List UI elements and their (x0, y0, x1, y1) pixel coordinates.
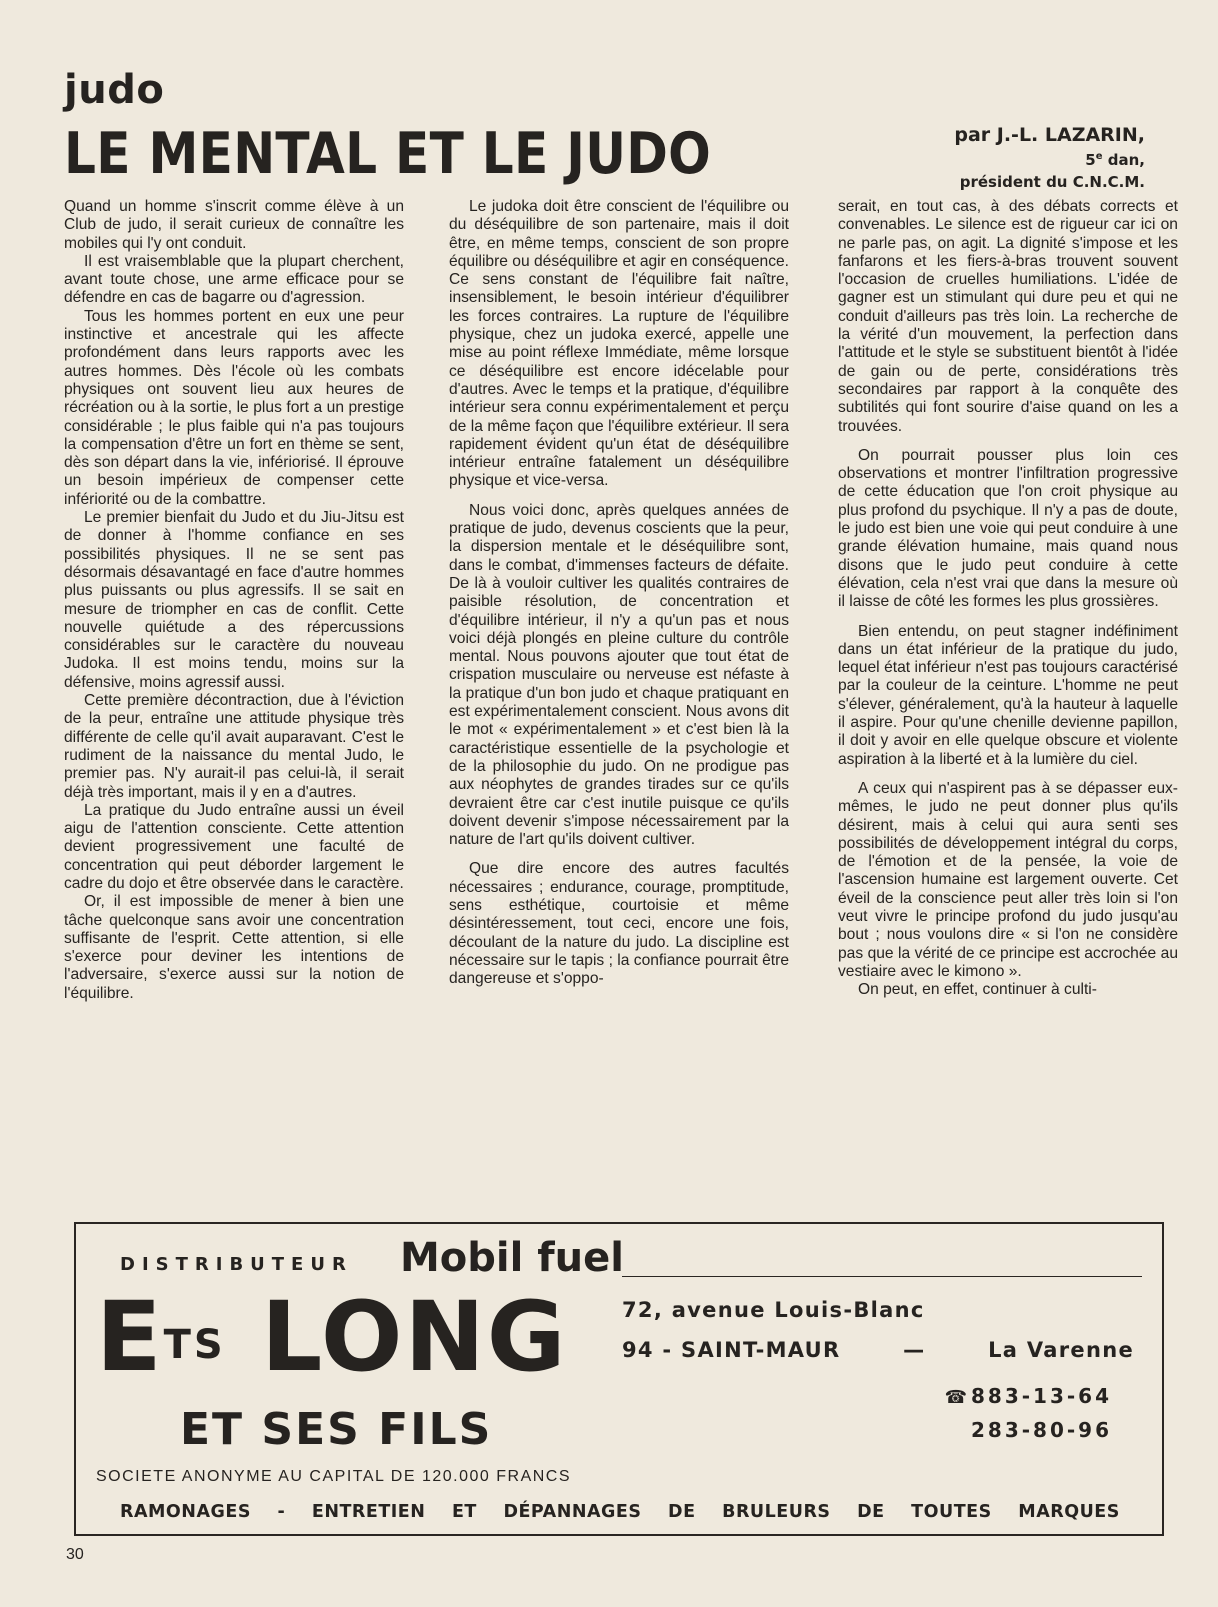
paragraph: Nous voici donc, après quelques années de pratique de judo, devenus coscients que la peur, la dispersion mentale et le déséquilibre sont, dans le combat, d'immenses facteurs de défaite. De là à vouloir cultiver les qualités contraires de paisible résolution, de concentration et d'équilibre intérieur, il n'y a qu'un pas et nous voici déjà plongés en pleine culture du contrôle mental. Nous pouvons ajouter que tout état de crispation musculaire ou nerveuse est néfaste à la pratique d'un bon judo et chaque pratiquant en est expérimentalement conscient. Nous avons dit le mot « expérimentalement » et c'est bien là la caractéristique essentielle de la psychologie et de la philosophie du judo. On ne prodigue pas aux néophytes de grandes tirades sur ce qu'ils devraient être car c'est inutile puisque ce qu'ils doivent devenir s'impose nécessairement par la nature de l'art qu'ils doivent cultiver. (449, 501, 789, 849)
ad-services-line (120, 1502, 1120, 1522)
ad-company-long: LONG (225, 1281, 568, 1393)
ad-service-word: DE (857, 1502, 885, 1522)
paragraph: Il est vraisemblable que la plupart cherchent, avant toute chose, une arme efficace pour se défendre en cas de bagarre ou d'agression. (64, 252, 404, 307)
byline-grade-rest: dan, (1102, 151, 1145, 169)
ad-service-word: MARQUES (1018, 1502, 1120, 1522)
ad-service-word: DE (668, 1502, 696, 1522)
paragraph: Or, il est impossible de mener à bien une tâche quelconque sans avoir une concentration suffisante de l'esprit. Cette attention, si elle s'exerce pour deviner les intentions de l'adversaire, s'exerce aussi sur la notion de l'équilibre. (64, 893, 404, 1002)
ad-service-word: ENTRETIEN (311, 1502, 426, 1522)
byline-author: par J.-L. LAZARIN, (954, 124, 1145, 146)
ad-address-dash: — (903, 1338, 926, 1362)
ad-company-name (96, 1282, 568, 1392)
byline-grade-sup: e (1095, 151, 1103, 162)
paragraph: On pourrait pousser plus loin ces observations et montrer l'infiltration progressive de cette éducation que l'on croit physique au plus profond du psychique. Il n'y a pas de doute, le judo est bien une voie qui peut conduire à une grande élévation humaine, mais quand nous disons que le judo peut conduire à cette élévation, cela n'est vrai que dans la mesure où il laisse de côté les formes les plus grossières. (838, 446, 1178, 611)
paragraph: La pratique du Judo entraîne aussi un éveil aigu de l'attention consciente. Cette attention devient progressivement une faculté de concentration qui peut déborder largement le cadre du dojo et être observée dans le caractère. (64, 801, 404, 892)
ad-brand: Mobil fuel (400, 1235, 624, 1281)
ad-service-word: TOUTES (911, 1502, 992, 1522)
paragraph: On peut, en effet, continuer à culti- (858, 981, 1097, 999)
byline-grade-number: 5 (1085, 151, 1096, 169)
paragraph: A ceux qui n'aspirent pas à se dépasser eux-mêmes, le judo ne peut donner plus qu'ils désirent, mais à celui qui aura senti ses possibilités de développement intégral du corps, de l'émotion et de la pensée, la voie de l'ascension humaine est largement ouverte. Cet éveil de la conscience peut aller très loin si l'on veut vivre le principe profond du judo jusqu'au bout ; nous voulons dire « si l'on ne considère pas que la vérité de ce principe est accrochée au vestiaire avec le kimono ». (838, 779, 1178, 980)
section-rubric: judo (64, 67, 165, 113)
page-number: 30 (66, 1546, 84, 1563)
ad-service-word: DÉPANNAGES (503, 1502, 642, 1522)
byline-role: président du C.N.C.M. (959, 173, 1145, 191)
ad-phone-line-1 (945, 1380, 1112, 1414)
ad-phone-2: 283-80-96 (970, 1418, 1112, 1442)
ad-rule-divider (622, 1276, 1142, 1277)
article-title: LE MENTAL ET LE JUDO (64, 121, 712, 187)
paragraph: Quand un homme s'inscrit comme élève à un Club de judo, il serait curieux de connaître les mobiles qui l'y ont conduit. (64, 198, 404, 252)
ad-address-street: 72, avenue Louis-Blanc (622, 1298, 925, 1322)
ad-address-area: La Varenne (988, 1338, 1134, 1362)
ad-company-suffix: ET SES FILS (180, 1404, 493, 1455)
article-column-2 (449, 198, 789, 1210)
ad-service-word: BRULEURS (722, 1502, 831, 1522)
paragraph: serait, en tout cas, à des débats corrects et convenables. Le silence est de rigueur car ici on ne parle pas, on agit. La dignité s'impose et les fanfarons et les fiers-à-bras trouvent souvent l'occasion de cruelles humiliations. L'idée de gagner est un stimulant qui dure peu et qui ne conduit d'ailleurs pas très loin. La recherche de la vérité d'un mouvement, la perfection dans l'attitude et le style se substituent bientôt à l'idée de gain ou de perte, considérations très secondaires par rapport à la conquête des subtilités qui font sourire d'aise quand on les a trouvées. (838, 198, 1178, 435)
paragraph: Le premier bienfait du Judo et du Jiu-Jitsu est de donner à l'homme confiance en ses possibilités physiques. Il ne se sent pas désormais désavantagé en face d'autre hommes plus puissants ou plus agressifs. Il se sait en mesure de triompher en cas de conflit. Cette nouvelle quiétude a des répercussions considérables sur le caractère du nouveau Judoka. Il est moins tendu, moins sur la défensive, moins agressif aussi. (64, 509, 404, 691)
byline-grade (954, 146, 1145, 171)
ad-service-word: - (277, 1502, 286, 1522)
paragraph: Tous les hommes portent en eux une peur instinctive et ancestrale qui les affecte profondément dans leurs rapports avec les autres hommes. Dès l'école où les combats physiques ont souvent lieu aux heures de récréation ou à la sortie, le plus fort a un prestige considérable ; le plus faible qui n'a pas toujours la compensation d'être un fort en thème se sent, dès son départ dans la vie, infériorisé. Il éprouve un besoin impérieux de compenser cette infériorité ou de la combattre. (64, 307, 404, 508)
ad-company-initial: E (96, 1281, 164, 1393)
ad-distributor-label: DISTRIBUTEUR (120, 1254, 353, 1275)
ad-phone-1: 883-13-64 (970, 1384, 1112, 1408)
telephone-icon: ☎ (944, 1387, 967, 1408)
byline (954, 124, 1145, 193)
ad-address-city: 94 - SAINT-MAUR (622, 1338, 841, 1362)
ad-address-city-line (622, 1338, 1134, 1362)
ad-phones (945, 1380, 1112, 1446)
paragraph: Le judoka doit être conscient de l'équilibre ou du déséquilibre de son partenaire, mais il doit être, en même temps, conscient de son propre équilibre ou déséquilibre et agir en conséquence. Ce sens constant de l'équilibre fait naître, insensiblement, le besoin intérieur d'équilibrer les forces contraires. La rupture de l'équilibre physique, chez un judoka exercé, appelle une mise au point réflexe Immédiate, même lorsque ce déséquilibre est encore idécelable pour d'autres. Avec le temps et la pratique, d'équilibre intérieur sera connu expérimentalement et perçu de la même façon que l'équilibre extérieur. Il sera rapidement évident qu'un état de déséquilibre intérieur entraîne fatalement un déséquilibre physique et vice-versa. (449, 198, 789, 490)
ad-capital: SOCIETE ANONYME AU CAPITAL DE 120.000 FRANCS (96, 1468, 572, 1485)
advertisement-box (74, 1222, 1164, 1536)
paragraph: Bien entendu, on peut stagner indéfiniment dans un état inférieur de la pratique du judo, lequel état inférieur n'est pas toujours caractérisé par la couleur de la ceinture. L'homme ne peut s'élever, généralement, qu'à la hauteur à laquelle il aspire. Pour qu'une chenille devienne papillon, il doit y avoir en elle quelque obscure et violente aspiration à la liberté et à la lumière du ciel. (838, 622, 1178, 768)
paragraph: Que dire encore des autres facultés nécessaires ; endurance, courage, promptitude, sens esthétique, courtoisie et même désintéressement, tout ceci, encore une fois, découlant de la nature du judo. La discipline est nécessaire sur le tapis ; la confiance pourrait être dangereuse et s'oppo- (449, 860, 789, 988)
article-column-1 (64, 198, 404, 1210)
ad-service-word: RAMONAGES (120, 1502, 251, 1522)
ad-company-sup: TS (163, 1322, 226, 1368)
ad-service-word: ET (451, 1502, 477, 1522)
paragraph: Cette première décontraction, due à l'éviction de la peur, entraîne une attitude physique très différente de celle qu'il avait auparavant. C'est le rudiment de la naissance du mental Judo, le premier pas. N'y aurait-il pas celui-là, il serait déjà très important, mais il y en a d'autres. (64, 692, 404, 801)
article-column-3 (838, 198, 1178, 1210)
